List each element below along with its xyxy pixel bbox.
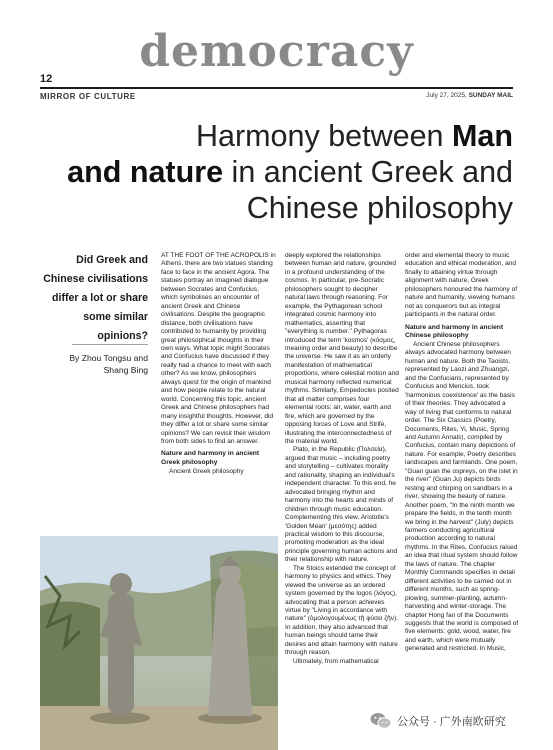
header-rule <box>40 87 513 89</box>
statues-photo <box>40 536 278 750</box>
article-headline <box>43 118 513 226</box>
byline-line2: Shang Bing <box>103 365 148 375</box>
paragraph: Plato, in the Republic (Πολιτεία), argued that music – including poetry and storytelling – cultivates morality and rationality, shaping an individual's independent character. To this end, he advocated bringing rhythm and harmony into the hearts and minds of children through music education. Complementing this view, Aristotle's 'Golden Mean' (μεσότης) added practical wisdom to this discourse, promoting moderation as the ideal principle governing human actions and their relationship with nature. <box>285 446 398 564</box>
headline-part2: in ancient Greek and <box>223 155 513 189</box>
subheading: Nature and harmony in ancient Greek philosophy <box>161 450 260 466</box>
article-deck: Did Greek and Chinese civilisations differ a lot or share some similar opinions? <box>43 254 148 342</box>
wechat-icon <box>370 712 392 730</box>
paper-name: SUNDAY MAIL <box>468 92 513 99</box>
statues-illustration <box>40 536 278 750</box>
body-column-2 <box>285 252 399 666</box>
masthead <box>0 0 553 101</box>
headline-bold-man: Man <box>452 119 513 153</box>
byline-line1: By Zhou Tongsu and <box>69 353 148 363</box>
paragraph: The Stoics extended the concept of harmony to physics and ethics. They viewed the universe as an ordered system governed by the logos (λόγος), advocating that a person achieves virtue by "Living in accordance with nature" (ὁμολογουμένως τῇ φύσει ζῆν). In addition, they also advanced that human beings should tame their desires and attain harmony with nature through reason. <box>285 564 399 657</box>
paragraph: Ultimately, from mathematical <box>293 657 379 665</box>
headline-part1: Harmony between <box>196 119 452 153</box>
issue-date: July 27, 2025, <box>426 92 467 99</box>
section-name: MIRROR OF CULTURE <box>40 92 136 101</box>
paragraph: Ancient Greek philosophy <box>169 467 244 475</box>
paragraph: deeply explored the relationships between human and nature, grounded in a profound understanding of the cosmos. In particular, pre-Socratic philosophers sought to decipher natural laws through reasoning. For example, the Pythagorean school integrated cosmic harmony into mathematics, asserting that "everything is number." Pythagoras introduced the term 'kosmos' (κόσμος, meaning order and beauty) to describe the universe. He saw it as an orderly manifestation of mathematical proportions, where celestial motion and musical harmony reflected numerical rhythms. Similarly, Empedocles posited that all matter comprises four elemental roots: air, water, earth and fire, which are governed by the opposing forces of Love and Strife, illustrating the interconnectedness of the material world. <box>285 252 399 445</box>
body-column-3 <box>405 252 519 654</box>
page-number: 12 <box>40 73 53 85</box>
byline <box>40 352 148 376</box>
paragraph: Ancient Chinese philosophers always advocated harmony between human and nature. Both the Taoists, represented by Laozi and Zhuangzi, and the Confucians, represented by Confucius and Mencius, took 'harmonious coexistence' as the basis of their theories. They advocated a way of living that conforms to natural order. The Six Classics (Poetry, Documents, Rites, Yi, Music, Spring and Autumn Annals), compiled by Confucius, contain many depictions of nature. For example, Poetry describes landscapes and farmlands. One poem, "Guan guan the ospreys, on the islet in the river" (Guan Ju) depicts birds resting and chirping on sandbars in a river, showing the beauty of nature. Another poem, "In the ninth month we prepare the fields, in the tenth month we bring in the harvest" (July) depicts farmers conducting agricultural production according to natural rhythms. In the Rites, Confucius raised an idea that ritual system should follow the laws of nature. The chapter Monthly Commands specifies in detail different activities to be carried out in different months, such as spring-plowing, summer-planting, autumn-harvesting and winter-storage. The chapter Hong fan of the Documents suggests that the world is composed of five elements: gold, wood, water, fire and earth, which were mutually generated and restricted. In Music, <box>405 341 519 653</box>
dateline <box>426 92 513 99</box>
section-title: democracy <box>139 26 414 77</box>
body-column-1 <box>161 252 277 476</box>
watermark-text: 公众号 · 广外南欧研究 <box>397 716 506 728</box>
headline-part3: Chinese philosophy <box>246 191 513 225</box>
paragraph: AT THE FOOT OF THE ACROPOLIS in Athens, there are two statues standing face to face in the ancient Agora. The statues portray an imagined dialogue between Socrates and Confucius, which symbolises an encounter of ancient Greek and Chinese civilisations. Despite the geographic distance, both civilisations have contributed to humanity by providing great philosophical thoughts in their own ways. What topic might Socrates and Confucius have discussed if they really had a chance to meet with each other? As we know, philosophers always quest for the origin of mankind and how people relate to the natural world. Concerning this topic, ancient Greek and Chinese philosophers had many insightful thoughts. However, did they differ a lot or share some similar opinions? We can revisit their wisdom from both sides to find an answer. <box>161 252 276 445</box>
deck-divider <box>72 344 148 345</box>
paragraph: order and elemental theory to music education and ethical moderation, and finally to attaining virtue through alignment with nature, Greek philosophers honoured the harmony of nature and humanity, viewing humans not as conquerors but as integral participants in the natural order. <box>405 252 518 319</box>
subheading: Nature and harmony in ancient Chinese philosophy <box>405 323 504 339</box>
wechat-watermark <box>370 704 545 738</box>
headline-bold-nature: and nature <box>67 155 224 189</box>
